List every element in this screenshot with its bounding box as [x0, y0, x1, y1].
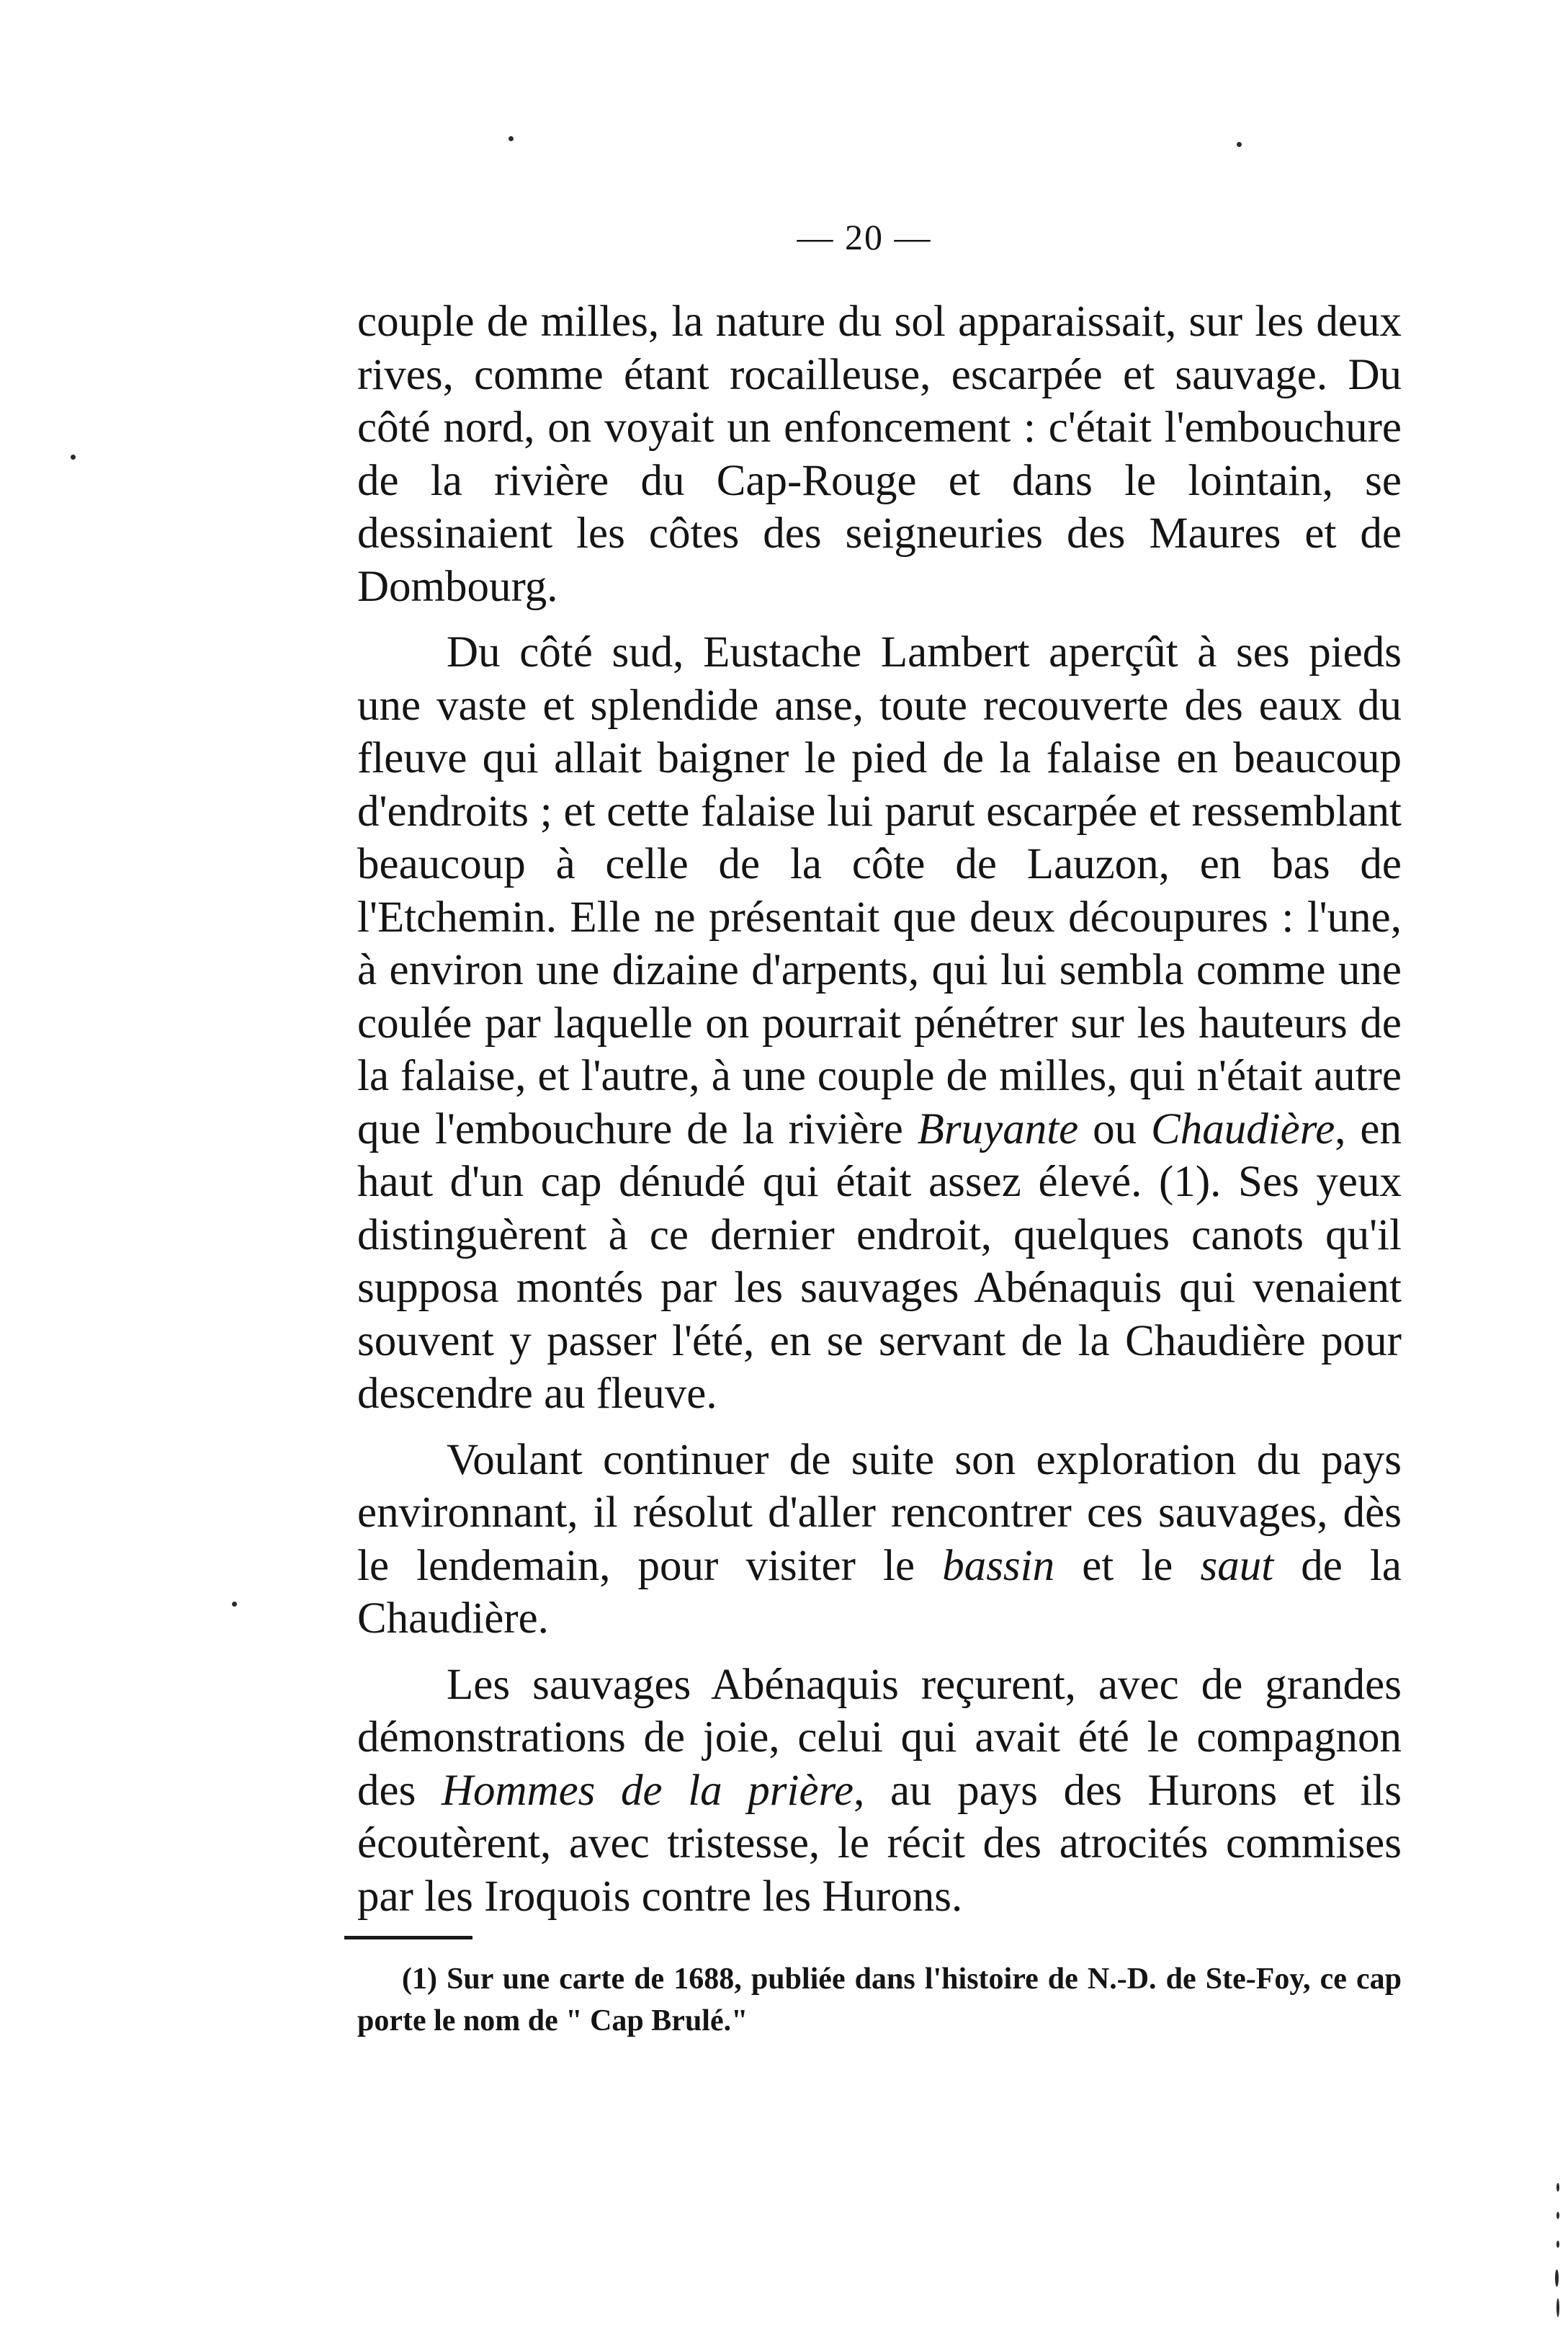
emphasis-hommes-de-la-priere: Hommes de la prière [441, 1766, 854, 1815]
paragraph-3-text: Voulant continuer de suite son exploration du pays environnant, il résolut d'aller rencontrer ces sauvages, dès le lendemain, pour visiter le [357, 1435, 1402, 1590]
print-speck [1555, 2269, 1559, 2287]
emphasis-bassin: bassin [942, 1541, 1055, 1590]
print-speck [1237, 142, 1242, 147]
print-speck [1556, 2212, 1559, 2219]
paragraph-1: couple de milles, la nature du sol apparaissait, sur les deux rives, comme étant rocailleuse, escarpée et sauvage. Du côté nord, on voyait un enfoncement : c'était l'embouchure de la rivière du Cap-Rouge et dans le lointain, se dessinaient les côtes des seigneuries des Maures et de Dombourg. [357, 298, 1402, 611]
paragraph-2 [357, 626, 1402, 1421]
print-speck [71, 455, 76, 460]
print-speck [509, 136, 514, 141]
print-speck [1556, 2298, 1559, 2317]
emphasis-saut: saut [1200, 1541, 1274, 1590]
print-speck [1556, 2241, 1559, 2248]
paragraph-2-text: Du côté sud, Eustache Lambert aperçût à ses pieds une vaste et splendide anse, toute recouverte des eaux du fleuve qui allait baigner le pied de la falaise en beaucoup d'endroits ; et cette falaise lui parut escarpée et ressemblant beaucoup à celle de la côte de Lauzon, en bas de l'Etchemin. Elle ne présentait que deux découpures : l'une, à environ une dizaine d'arpents, qui lui sembla comme une coulée par laquelle on pourrait pénétrer sur les hauteurs de la falaise, et l'autre, à une couple de milles, qui n'était autre que l'embouchure de la rivière [357, 628, 1402, 1153]
page-number: — 20 — [797, 217, 932, 257]
paragraph-2-text: ou [1078, 1104, 1152, 1153]
paragraph-3 [357, 1434, 1402, 1646]
print-speck [232, 1602, 237, 1607]
paragraph-4-text: Les sauvages Abénaquis reçurent, avec de grandes démonstrations de joie, celui qui avait été le compagnon des [357, 1660, 1402, 1815]
river-name-bruyante: Bruyante [917, 1104, 1079, 1153]
paragraph-2-text: , en haut d'un cap dénudé qui était assez élevé. (1). Ses yeux distinguèrent à ce dernier endroit, quelques canots qu'il supposa montés par les sauvages Abénaquis qui venaient souvent y passer l'été, en se servant de la Chaudière pour descendre au fleuve. [357, 1104, 1402, 1418]
paragraph-4-text: , au pays des Hurons et ils écoutèrent, avec tristesse, le récit des atrocités commises par les Iroquois contre les Hurons. [357, 1766, 1402, 1921]
body-text [357, 295, 1402, 1923]
footnote: (1) Sur une carte de 1688, publiée dans l'histoire de N.-D. de Ste-Foy, ce cap porte le nom de " Cap Brulé." [357, 1963, 1402, 2037]
paragraph-4 [357, 1658, 1402, 1924]
print-speck [1556, 2183, 1559, 2192]
paragraph-3-text: de la Chaudière. [357, 1541, 1402, 1643]
river-name-chaudiere: Chaudière [1151, 1104, 1335, 1153]
footnote-divider [344, 1936, 472, 1939]
paragraph-3-text: et le [1054, 1541, 1201, 1590]
